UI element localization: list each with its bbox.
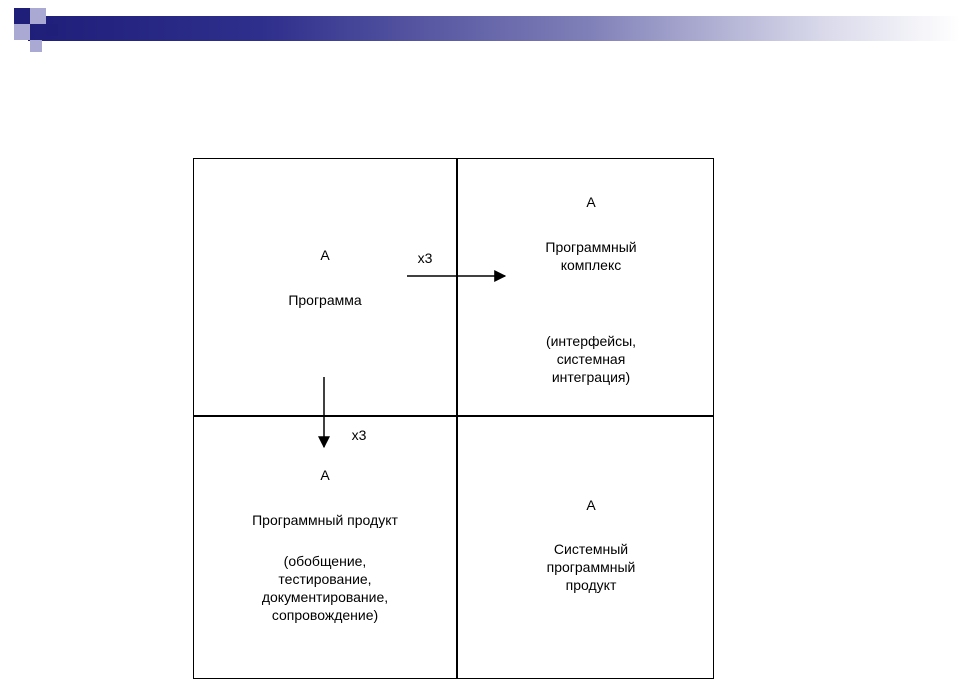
top-left-letter: A: [320, 247, 330, 263]
bottom-left-letter: A: [320, 467, 330, 483]
top-right-title: Программный комплекс: [545, 239, 637, 273]
arrow-down-label: x3: [351, 427, 367, 443]
top-right-note: (интерфейсы, системная интеграция): [545, 333, 637, 385]
bottom-left-title: Программный продукт: [252, 512, 398, 528]
bottom-right-title: Системный программный продукт: [546, 541, 636, 593]
top-left-title: Программа: [288, 292, 362, 308]
arrow-right-label: x3: [417, 250, 433, 266]
top-right-letter: A: [586, 194, 596, 210]
bottom-right-letter: A: [586, 497, 596, 513]
bottom-left-note: (обобщение, тестирование, документирование, сопровождение): [261, 553, 389, 623]
